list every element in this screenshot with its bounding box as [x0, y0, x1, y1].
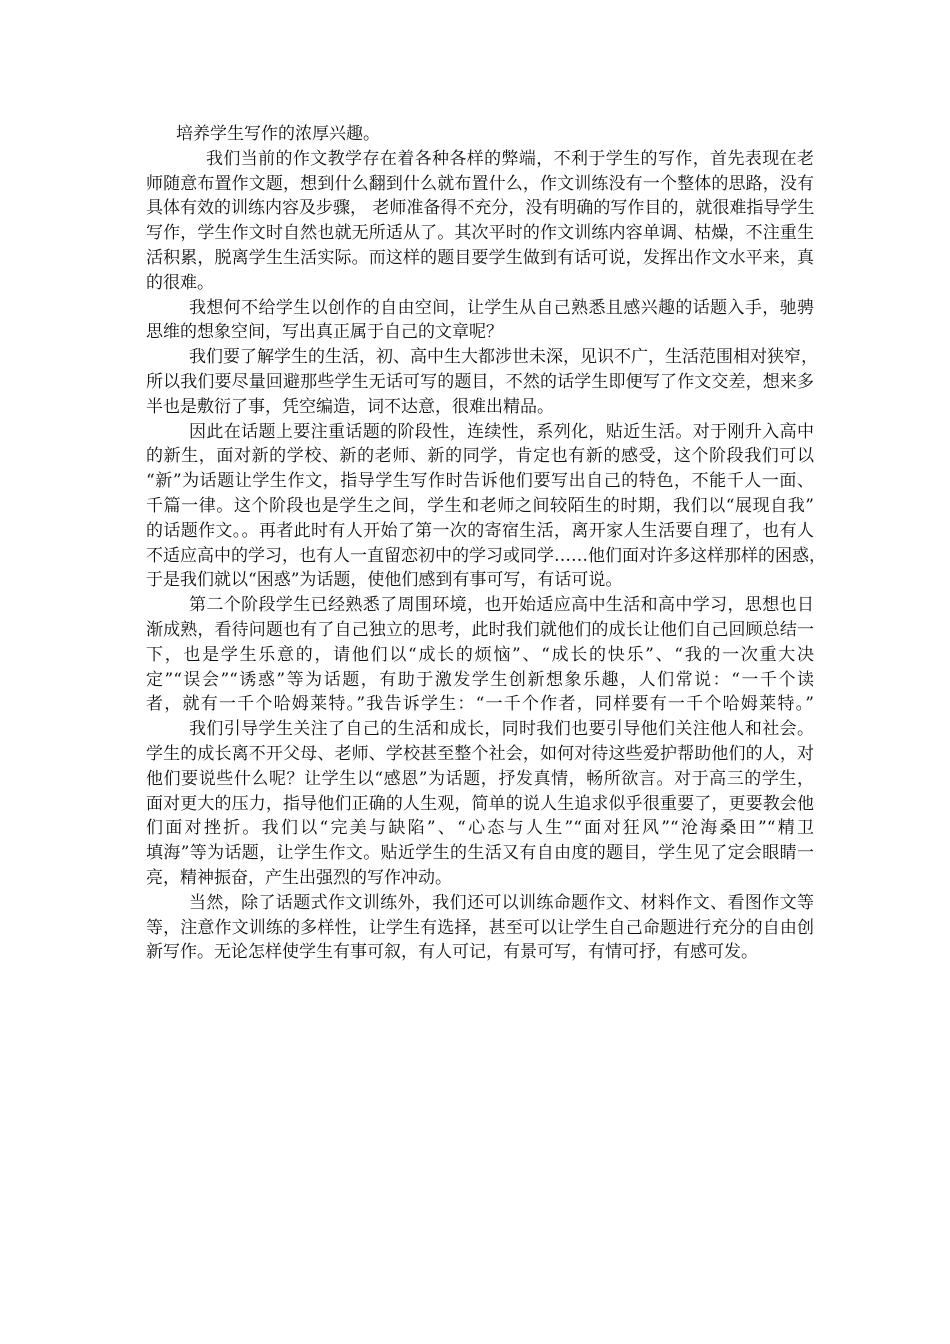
paragraph-first-line: 我们要了解学生的生活，初、高中生大都涉世未深，见识不广，生活范围相对狭窄，	[189, 347, 818, 368]
text-line: 新写作。无论怎样使学生有事可叙，有人可记，有景可写，有情可抒，有感可发。	[146, 942, 758, 963]
text-line: 千篇一律。这个阶段也是学生之间，学生和老师之间较陌生的时期，我们以“展现自我”	[146, 495, 814, 516]
text-line: 思维的想象空间，写出真正属于自己的文章呢？	[146, 322, 503, 343]
text-line: 填海”等为话题，让学生作文。贴近学生的生活又有自由度的题目，学生见了定会眼睛一	[146, 843, 814, 864]
text-line: 学生的成长离不开父母、老师、学校甚至整个社会，如何对待这些爱护帮助他们的人，对	[146, 743, 814, 764]
paragraph-first-line: 当然，除了话题式作文训练外，我们还可以训练命题作文、材料作文、看图作文等	[189, 892, 814, 913]
text-line: 者，就有一千个哈姆莱特。”我告诉学生：“一千个作者，同样要有一千个哈姆莱特。”	[146, 694, 814, 715]
text-line: 面对更大的压力，指导他们正确的人生观，简单的说人生追求似乎很重要了，更要教会他	[146, 793, 814, 814]
text-line: 不适应高中的学习，也有人一直留恋初中的学习或同学……他们面对许多这样那样的困惑，	[146, 545, 826, 566]
text-line: “新”为话题让学生作文，指导学生写作时告诉他们要写出自己的特色，不能千人一面、	[146, 471, 814, 492]
paragraph-first-line: 我想何不给学生以创作的自由空间，让学生从自己熟悉且感兴趣的话题入手，驰骋	[189, 297, 814, 318]
text-line: 的话题作文。。再者此时有人开始了第一次的寄宿生活，离开家人生活要自理了，也有人	[146, 520, 814, 541]
text-line: 定”“误会”“诱惑”等为话题，有助于激发学生创新想象乐趣，人们常说：“一千个读	[146, 669, 814, 690]
text-line: 于是我们就以“困惑”为话题，使他们感到有事可写，有话可说。	[146, 570, 623, 591]
text-line: 的新生，面对新的学校、新的老师、新的同学，肯定也有新的感受，这个阶段我们可以	[146, 446, 814, 467]
text-line: 写作，学生作文时自然也就无所适从了。其次平时的作文训练内容单调、枯燥，不注重生	[146, 223, 814, 244]
text-line: 半也是敷衍了事，凭空编造，词不达意，很难出精品。	[146, 396, 554, 417]
text-line: 所以我们要尽量回避那些学生无话可写的题目，不然的话学生即便写了作文交差，想来多	[146, 371, 814, 392]
text-line: 具体有效的训练内容及步骤， 老师准备得不充分，没有明确的写作目的，就很难指导学生	[146, 198, 815, 219]
text-line: 亮，精神振奋，产生出强烈的写作冲动。	[146, 867, 452, 888]
text-line: 活积累，脱离学生生活实际。而这样的题目要学生做到有话可说，发挥出作文水平来，真	[146, 247, 814, 268]
paragraph-first-line: 我们当前的作文教学存在着各种各样的弊端，不利于学生的写作，首先表现在老	[206, 148, 814, 169]
text-line: 他们要说些什么呢？让学生以“感恩”为话题，抒发真情，畅所欲言。对于高三的学生，	[146, 768, 814, 789]
document-body	[146, 122, 826, 965]
text-line: 等，注意作文训练的多样性，让学生有选择，甚至可以让学生自己命题进行充分的自由创	[146, 917, 814, 938]
paragraph-first-line: 我们引导学生关注了自己的生活和成长，同时我们也要引导他们关注他人和社会。	[189, 719, 814, 740]
text-line: 师随意布置作文题，想到什么翻到什么就布置什么，作文训练没有一个整体的思路，没有	[146, 173, 814, 194]
text-line: 们面对挫折。我们以“完美与缺陷”、“心态与人生”“面对狂风”“沧海桑田”“精卫	[146, 818, 814, 839]
text-line: 渐成熟，看待问题也有了自己独立的思考，此时我们就他们的成长让他们自己回顾总结一	[146, 619, 814, 640]
text-line: 培养学生写作的浓厚兴趣。	[176, 124, 380, 144]
text-line: 的很难。	[146, 272, 214, 293]
paragraph-first-line: 因此在话题上要注重话题的阶段性，连续性，系列化，贴近生活。对于刚升入高中	[189, 421, 814, 442]
paragraph-first-line: 第二个阶段学生已经熟悉了周围环境，也开始适应高中生活和高中学习，思想也日	[189, 595, 814, 616]
text-line: 下，也是学生乐意的，请他们以“成长的烦恼”、“成长的快乐”、“我的一次重大决	[146, 644, 814, 665]
